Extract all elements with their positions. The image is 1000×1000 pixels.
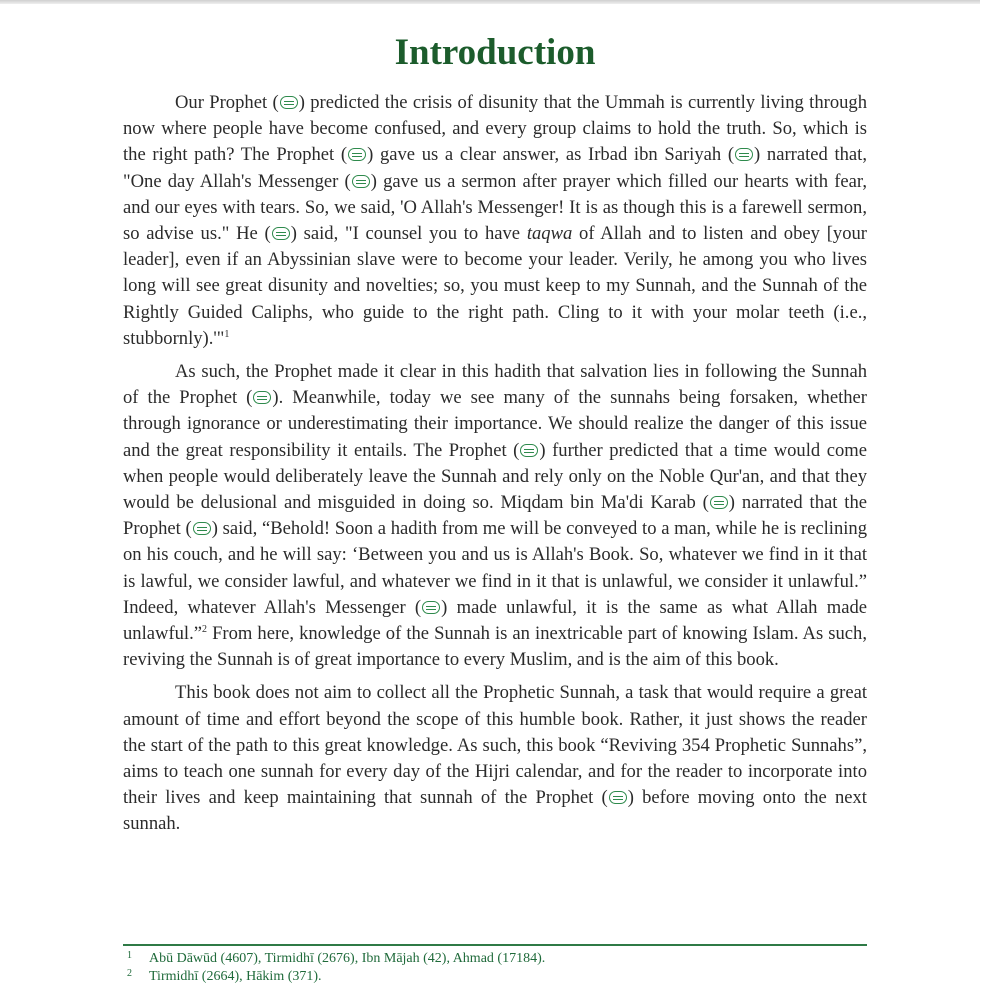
text-run: ) made unlawful, it is the same as what Allah made unlawful.” <box>123 596 867 645</box>
footnote-reference: 2 <box>202 623 207 635</box>
text-run: This book does not aim to collect all the Prophetic Sunnah, a task that would require a great amount of time and effort beyond the scope of this humble book. Rather, it just shows the reader the start of the path to this great knowledge. As such, this book “Reviving 354 Prophetic Sunnahs”, aims to teach one sunnah for every day of the Hijri calendar, and for the reader to incorporate into their lives and keep maintaining that sunnah of the Prophet ( <box>123 682 867 809</box>
footnote-text: Abū Dāwūd (4607), Tirmidhī (2676), Ibn Mājah (42), Ahmad (17184). <box>149 951 546 966</box>
radiallahu-anhu-icon <box>710 496 728 509</box>
salawat-icon <box>193 522 211 535</box>
text-run: ). Meanwhile, today we see many of the sunnahs being forsaken, whether through ignorance or underestimating their importance. We should realize the danger of this issue and the great responsibility it entails. The Prophet ( <box>123 387 867 461</box>
salawat-icon <box>520 444 538 457</box>
text-run: ) narrated that, "One day Allah's Messenger ( <box>123 144 867 192</box>
salawat-icon <box>352 175 370 188</box>
text-run: Our Prophet ( <box>175 92 279 113</box>
text-run: ) gave us a clear answer, as Irbad ibn Sariyah ( <box>367 144 735 166</box>
radiallahu-anhu-icon <box>735 148 753 161</box>
paragraph-2 <box>123 359 867 673</box>
salawat-icon <box>280 96 298 109</box>
text-run: ) predicted the crisis of disunity that the Ummah is currently living through now where people have become confused, and every group claims to hold the truth. So, which is the right path? The Prophet ( <box>123 92 868 166</box>
top-edge-shadow <box>0 0 980 4</box>
footnote-reference: 1 <box>224 328 230 340</box>
text-run: ) narrated that the Prophet ( <box>123 492 867 540</box>
footnote-text: Tirmidhī (2664), Hākim (371). <box>149 969 322 984</box>
footnote-1 <box>123 950 867 968</box>
page-title: Introduction <box>394 32 596 73</box>
salawat-icon <box>253 391 271 404</box>
text-run: From here, knowledge of the Sunnah is an inextricable part of knowing Islam. As such, reviving the Sunnah is of great importance to every Muslim, and is the aim of this book. <box>123 623 867 671</box>
text-run: ) gave us a sermon after prayer which filled our hearts with fear, and our eyes with tears. So, we said, 'O Allah's Messenger! It is as though this is a farewell sermon, so advise us." He ( <box>123 170 867 245</box>
italic-term: taqwa <box>526 223 573 245</box>
salawat-icon <box>422 601 440 614</box>
text-run: As such, the Prophet made it clear in this hadith that salvation lies in following the Sunnah of the Prophet ( <box>123 361 867 409</box>
salawat-icon <box>272 227 290 240</box>
paragraph-1 <box>123 90 867 352</box>
text-run: ) said, "I counsel you to have <box>290 223 527 245</box>
text-run: ) said, “Behold! Soon a hadith from me will be conveyed to a man, while he is reclining on his couch, and he will say: ‘Between you and us is Allah's Book. So, whatever we find in it that is lawful, we consider lawful, and whatever we find in it that is unlawful, we consider it unlawful.” Indeed, whatever Allah's Messenger ( <box>123 518 867 618</box>
salawat-icon <box>609 791 627 804</box>
footnotes <box>123 950 867 986</box>
salawat-icon <box>348 148 366 161</box>
footnote-2 <box>123 968 867 986</box>
footnote-mark: 1 <box>127 950 132 961</box>
text-run: ) before moving onto the next sunnah. <box>123 787 867 835</box>
text-run: ) further predicted that a time would come when people would deliberately leave the Sunnah and rely only on the Noble Qur'an, and that they would be delusional and misguided in doing so. Miqdam bin Ma'di Karab ( <box>123 439 867 514</box>
footnote-divider <box>123 944 867 946</box>
text-run: of Allah and to listen and obey [your leader], even if an Abyssinian slave were to become your leader. Verily, he among you who lives long will see great disunity and novelties; so, you must keep to my Sunnah, and the Sunnah of the Rightly Guided Caliphs, who guide to the right path. Cling to it with your molar teeth (i.e., stubbornly).'" <box>123 223 867 349</box>
paragraph-3 <box>123 680 867 837</box>
footnote-mark: 2 <box>127 968 132 979</box>
page-body <box>123 30 867 845</box>
